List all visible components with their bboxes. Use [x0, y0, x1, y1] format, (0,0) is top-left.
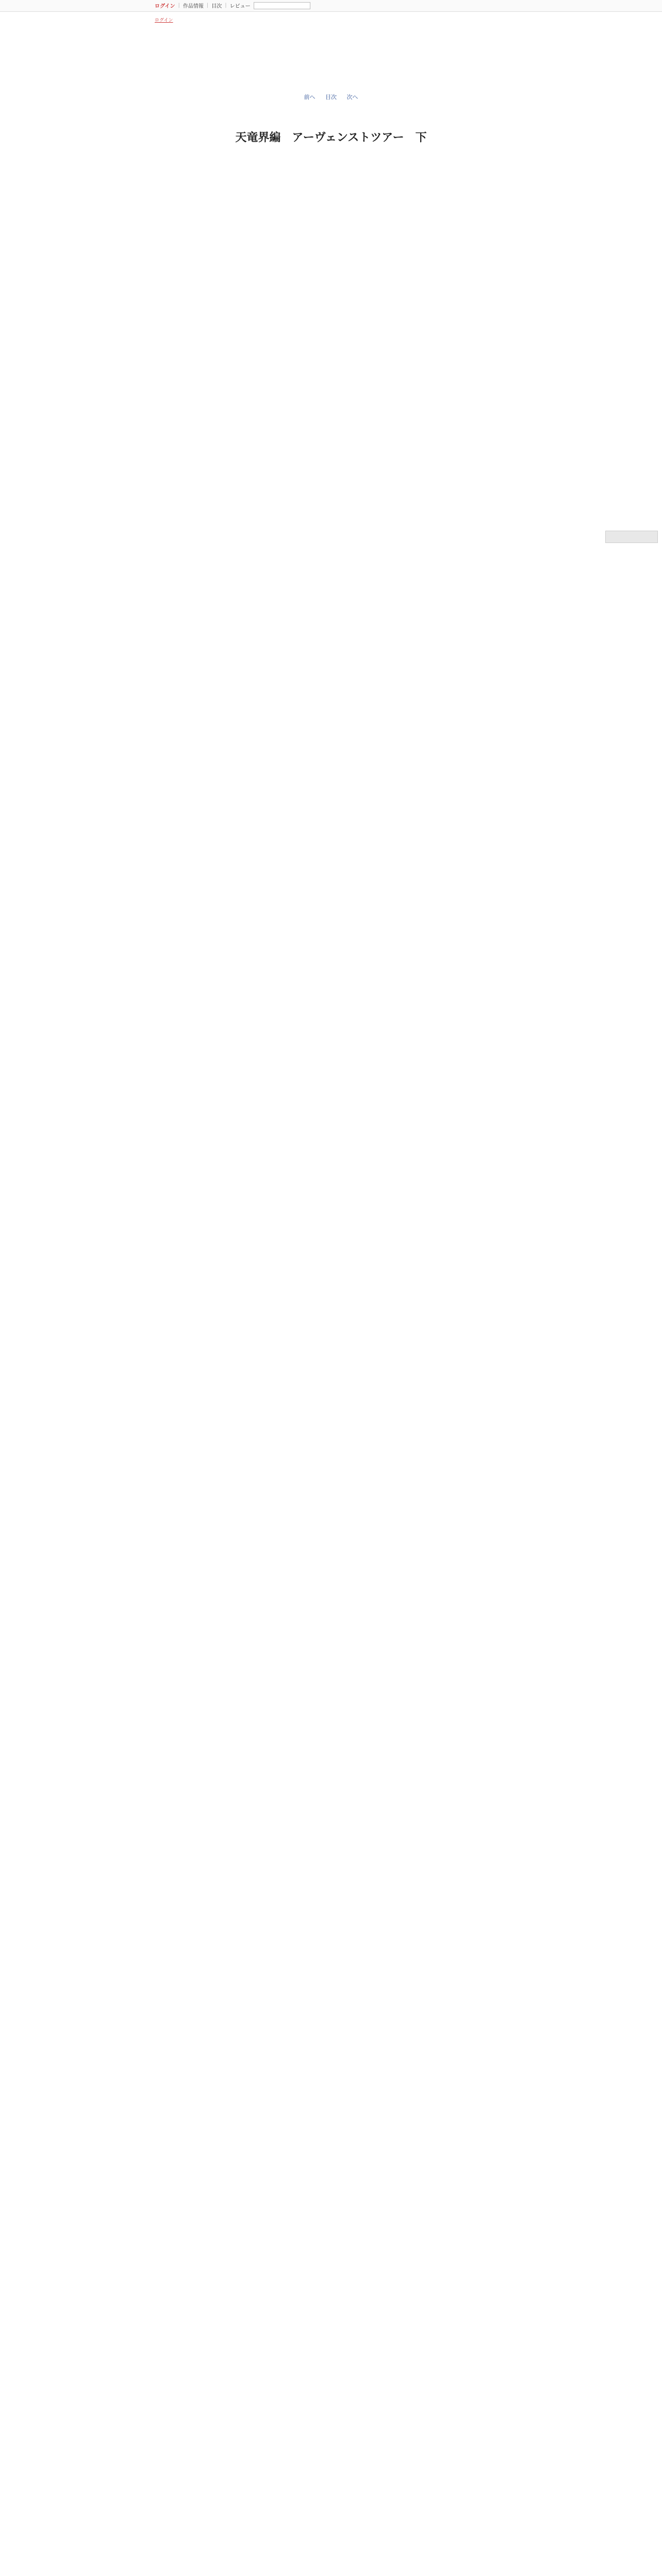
- notice-login-link[interactable]: ログイン: [155, 18, 173, 23]
- next-link[interactable]: 次へ: [346, 94, 358, 100]
- nav-separator: |: [206, 3, 209, 8]
- top-nav: [155, 2, 310, 9]
- nav-item-info[interactable]: 作品情報: [183, 4, 204, 9]
- prev-link[interactable]: 前へ: [304, 94, 316, 100]
- side-button[interactable]: [605, 531, 658, 543]
- nav-separator: |: [178, 3, 180, 8]
- nav-item-toc[interactable]: 目次: [211, 4, 222, 9]
- nav-item-reviews[interactable]: レビュー: [229, 4, 251, 9]
- search-input[interactable]: [254, 2, 310, 9]
- nav-separator: |: [225, 3, 227, 8]
- toc-link[interactable]: 目次: [325, 94, 337, 100]
- login-link[interactable]: ログイン: [155, 4, 175, 9]
- chapter-pager: [0, 93, 662, 101]
- login-notice: [155, 16, 516, 23]
- top-bar: [0, 0, 662, 12]
- chapter-title: 天竜界編 アーヴェンストツアー 下: [235, 131, 427, 144]
